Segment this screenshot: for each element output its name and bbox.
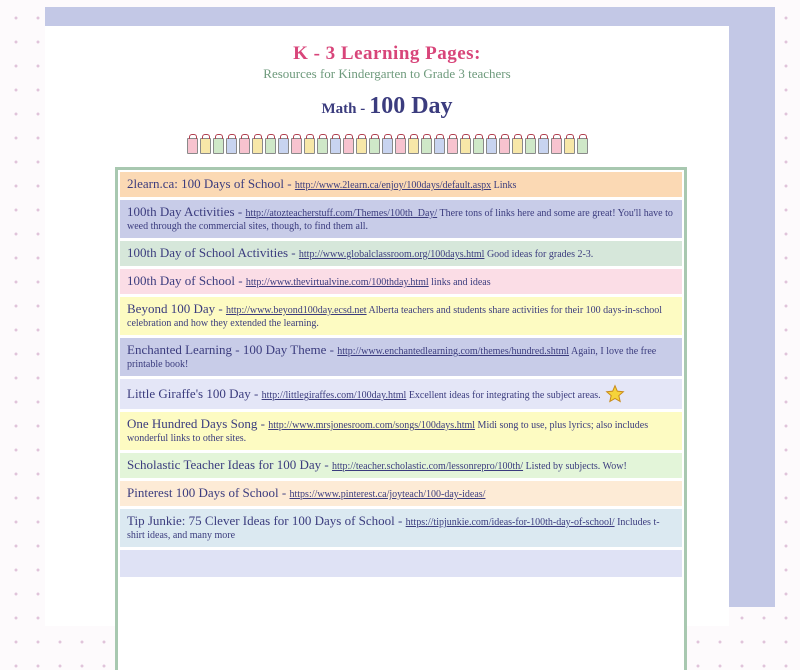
- tag-icon: [369, 138, 380, 154]
- decorative-tag-row: [45, 134, 729, 154]
- tag-icon: [421, 138, 432, 154]
- tag-icon: [343, 138, 354, 154]
- resource-row: [120, 241, 682, 269]
- resource-row: [120, 297, 682, 338]
- resource-row: [120, 412, 682, 453]
- resource-name: One Hundred Days Song: [127, 416, 258, 431]
- separator: -: [284, 176, 295, 191]
- resource-link[interactable]: http://www.2learn.ca/enjoy/100days/default.aspx: [294, 180, 492, 191]
- tag-icon: [200, 138, 211, 154]
- resource-link[interactable]: https://tipjunkie.com/ideas-for-100th-day-of-school/: [405, 517, 615, 528]
- resource-description: Good ideas for grades 2-3.: [484, 249, 594, 260]
- separator: -: [250, 386, 262, 401]
- resource-row: [120, 200, 682, 241]
- resource-description: Alberta teachers and students share activities for their 100 days-in-school celebration and how they extended the learning.: [127, 305, 663, 329]
- tag-icon: [460, 138, 471, 154]
- resource-link[interactable]: http://www.globalclassroom.org/100days.html: [298, 249, 485, 260]
- tag-icon: [213, 138, 224, 154]
- resource-description: Excellent ideas for integrating the subject areas.: [406, 390, 601, 401]
- separator: -: [257, 416, 269, 431]
- page-content: [45, 26, 729, 626]
- tag-icon: [434, 138, 445, 154]
- tag-icon: [577, 138, 588, 154]
- tag-icon: [473, 138, 484, 154]
- tag-icon: [447, 138, 458, 154]
- resource-row: [120, 550, 682, 580]
- tag-icon: [564, 138, 575, 154]
- topic-label: 100 Day: [369, 93, 453, 119]
- resource-description: There tons of links here and some are great! You'll have to weed through the commercial sites, though, to find them all.: [127, 208, 673, 232]
- resource-name: Beyond 100 Day: [127, 301, 216, 316]
- separator: -: [321, 457, 332, 472]
- resource-link[interactable]: http://www.mrsjonesroom.com/songs/100days.html: [268, 420, 476, 431]
- resource-row: [120, 379, 682, 412]
- tag-icon: [395, 138, 406, 154]
- resource-description: Links: [491, 180, 517, 191]
- tag-icon: [317, 138, 328, 154]
- separator: -: [326, 342, 338, 357]
- tag-icon: [382, 138, 393, 154]
- resource-name: 100th Day of School Activities: [127, 245, 289, 260]
- site-title: K - 3 Learning Pages:: [293, 43, 481, 64]
- resource-link[interactable]: http://www.enchantedlearning.com/themes/hundred.shtml: [337, 346, 570, 357]
- resource-link[interactable]: http://atozteacherstuff.com/Themes/100th_Day/: [245, 208, 438, 219]
- resource-name: 100th Day of School: [127, 273, 235, 288]
- tag-icon: [486, 138, 497, 154]
- tag-icon: [291, 138, 302, 154]
- tag-icon: [551, 138, 562, 154]
- resource-name: Enchanted Learning - 100 Day Theme: [127, 342, 327, 357]
- resource-row: [120, 453, 682, 481]
- resource-list: [120, 172, 682, 580]
- resource-link[interactable]: http://teacher.scholastic.com/lessonrepro/100th/: [331, 461, 524, 472]
- separator: -: [288, 245, 299, 260]
- resource-description: Midi song to use, plus lyrics; also includes wonderful links to other sites.: [127, 420, 649, 444]
- separator: -: [215, 301, 226, 316]
- resource-description: Includes t-shirt ideas, and many more: [127, 517, 660, 541]
- resource-row: [120, 269, 682, 297]
- tag-icon: [356, 138, 367, 154]
- tag-icon: [538, 138, 549, 154]
- tag-icon: [512, 138, 523, 154]
- tag-icon: [408, 138, 419, 154]
- tag-icon: [187, 138, 198, 154]
- resource-list-frame: [115, 167, 687, 670]
- page-heading: [45, 93, 729, 120]
- resource-name: 100th Day Activities: [127, 204, 235, 219]
- resource-link[interactable]: http://littlegiraffes.com/100day.html: [261, 390, 407, 401]
- resource-row: [120, 509, 682, 550]
- resource-description: Listed by subjects. Wow!: [523, 461, 627, 472]
- resource-row: [120, 338, 682, 379]
- tag-icon: [525, 138, 536, 154]
- separator: -: [234, 204, 246, 219]
- tag-icon: [278, 138, 289, 154]
- separator: -: [278, 485, 290, 500]
- tag-icon: [304, 138, 315, 154]
- resource-link[interactable]: http://www.thevirtualvine.com/100thday.html: [245, 277, 429, 288]
- resource-name: Pinterest 100 Days of School: [127, 485, 279, 500]
- separator: -: [234, 273, 246, 288]
- resource-name: Tip Junkie: 75 Clever Ideas for 100 Days of School: [127, 513, 395, 528]
- resource-name: Little Giraffe's 100 Day: [127, 386, 251, 401]
- resource-name: Scholastic Teacher Ideas for 100 Day: [127, 457, 322, 472]
- site-subtitle: Resources for Kindergarten to Grade 3 teachers: [263, 66, 511, 81]
- tag-icon: [330, 138, 341, 154]
- tag-icon: [239, 138, 250, 154]
- resource-description: Again, I love the free printable book!: [127, 346, 657, 370]
- resource-name: 2learn.ca: 100 Days of School: [127, 176, 285, 191]
- star-icon: [605, 384, 625, 404]
- resource-description: links and ideas: [428, 277, 491, 288]
- tag-icon: [252, 138, 263, 154]
- resource-row: [120, 172, 682, 200]
- resource-link[interactable]: https://www.pinterest.ca/joyteach/100-day-ideas/: [289, 489, 486, 500]
- tag-icon: [226, 138, 237, 154]
- section-label: Math -: [321, 101, 366, 117]
- tag-icon: [499, 138, 510, 154]
- resource-link[interactable]: http://www.beyond100day.ecsd.net: [225, 305, 367, 316]
- tag-icon: [265, 138, 276, 154]
- separator: -: [394, 513, 406, 528]
- resource-row: [120, 481, 682, 509]
